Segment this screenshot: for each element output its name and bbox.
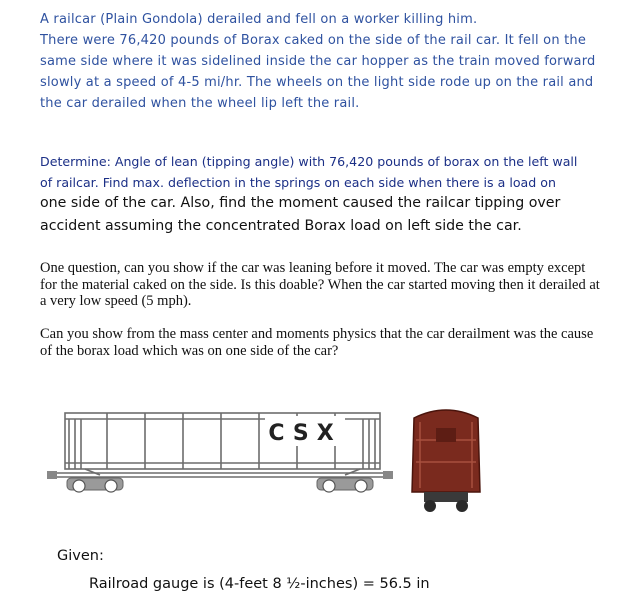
text-line: Determine: Angle of lean (tipping angle) with 76,420 pounds of borax on the left wall [40,154,578,169]
text-line: a very low speed (5 mph). [40,293,192,309]
question-one [40,260,605,310]
text-line: One question, can you show if the car was leaning before it moved. The car was empty except [40,260,586,276]
text-line: same side where it was sidelined inside the car hopper as the train moved forward [40,54,596,69]
text-line: There were 76,420 pounds of Borax caked on the side of the rail car. It fell on the [40,33,587,48]
determine-statement [40,151,605,193]
incident-description [40,9,605,114]
determine-statement-continued [40,192,605,238]
svg-text:CSX: CSX [268,421,342,446]
text-line: accident assuming the concentrated Borax load on left side the car. [40,218,522,234]
text-line: the car derailed when the wheel lip left the rail. [40,96,360,111]
railroad-gauge: Railroad gauge is (4-feet 8 ½-inches) = 56.5 in [89,576,430,592]
given-label: Given: [57,548,104,564]
text-line: Can you show from the mass center and moments physics that the car derailment was the cause [40,326,594,342]
railcar-end-view [406,400,486,515]
text-line: of railcar. Find max. deflection in the springs on each side when there is a load on [40,175,556,190]
railcar-side-view [45,405,395,500]
text-line: A railcar (Plain Gondola) derailed and fell on a worker killing him. [40,12,478,27]
csx-logo [265,416,345,446]
text-line: slowly at a speed of 4-5 mi/hr. The wheels on the light side rode up on the rail and [40,75,594,90]
question-two [40,326,605,359]
text-line: one side of the car. Also, find the moment caused the railcar tipping over [40,195,561,211]
text-line: for the material caked on the side. Is this doable? When the car started moving then it derailed at [40,276,600,293]
text-line: of the borax load which was on one side of the car? [40,342,339,359]
